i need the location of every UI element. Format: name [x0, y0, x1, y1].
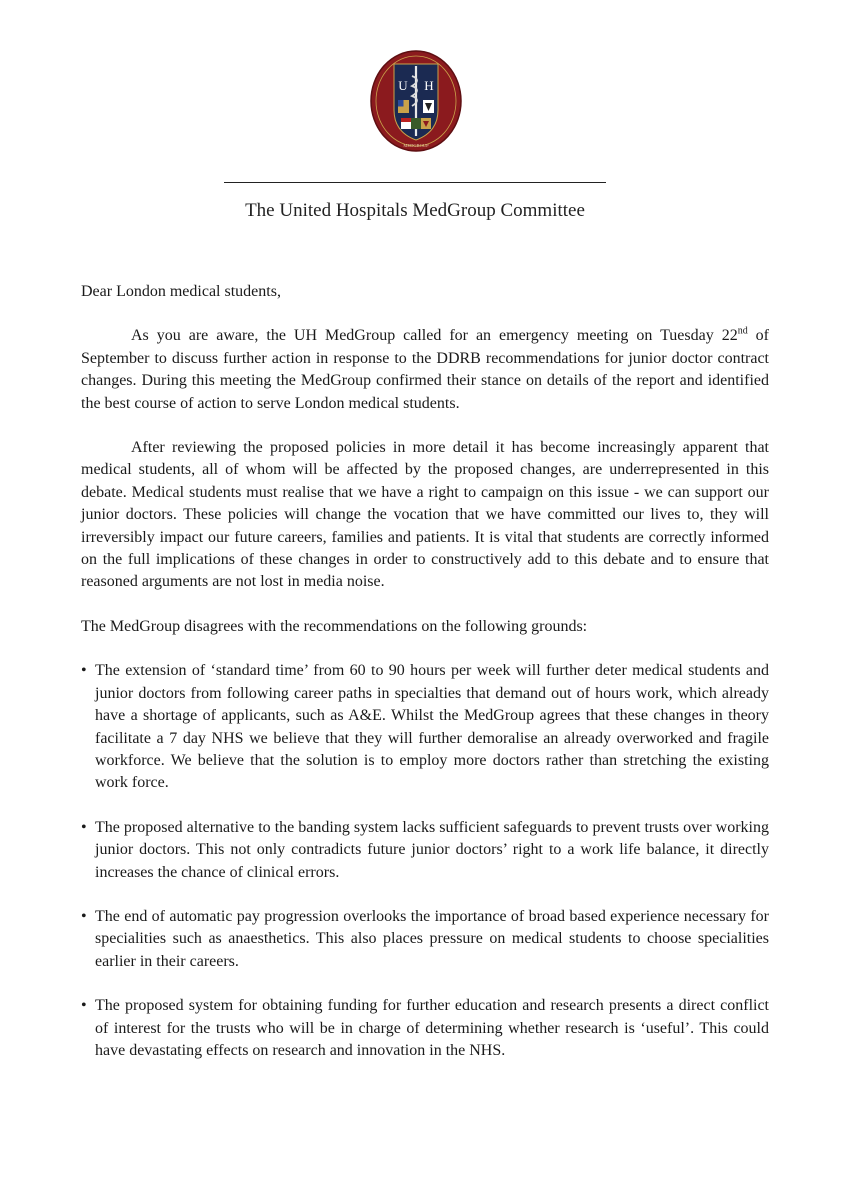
bullet-icon: •	[81, 662, 87, 680]
list-item	[81, 660, 769, 794]
bullet-icon: •	[81, 818, 87, 836]
list-item-text: The proposed system for obtaining funding for further education and research presents a direct conflict of interest for the trusts who will be in charge of determining whether research is ‘useful’. This could have devastating effects on research and innovation in the NHS.	[95, 997, 769, 1059]
list-item-text: The proposed alternative to the banding system lacks sufficient safeguards to prevent trusts over working junior doctors. This not only contradicts future junior doctors’ right to a work life balance, it directly increases the chance of clinical errors.	[95, 818, 769, 881]
header-divider	[224, 182, 606, 183]
grounds-intro: The MedGroup disagrees with the recommendations on the following grounds:	[81, 617, 588, 635]
page-title: The United Hospitals MedGroup Committee	[245, 200, 585, 221]
bullet-icon: •	[81, 907, 87, 925]
paragraph-meeting-text-b: of September to discuss further action in response to the DDRB recommendations for junior doctor contract changes. During this meeting the MedGroup confirmed their stance on details of the report and identified the best course of action to serve London medical students.	[81, 327, 770, 412]
paragraph-meeting-text-a: As you are aware, the UH MedGroup called for an emergency meeting on Tuesday 22	[131, 327, 738, 345]
logo-ring-text: MEDGROUP	[403, 143, 429, 148]
list-item-text: The end of automatic pay progression overlooks the importance of broad based experience necessary for specialities such as anaesthetics. This also places pressure on medical students to choose specialities earlier in their careers.	[95, 907, 769, 970]
logo-letter-h: H	[424, 78, 434, 93]
paragraph-meeting	[81, 325, 769, 415]
ordinal-suffix: nd	[737, 326, 748, 338]
bullet-icon: •	[81, 997, 87, 1015]
greeting: Dear London medical students,	[81, 283, 281, 300]
uh-medgroup-logo	[370, 50, 462, 152]
list-item	[81, 995, 769, 1062]
list-item	[81, 817, 769, 884]
list-item-text: The extension of ‘standard time’ from 60 to 90 hours per week will further deter medical students and junior doctors from following career paths in specialties that demand out of hours work, which already have a shortage of applicants, such as A&E. Whilst the MedGroup agrees that these changes in theory facilitate a 7 day NHS we believe that they will further demoralise an already overworked and fragile workforce. We believe that the solution is to employ more doctors rather than stretching the existing work force.	[95, 662, 769, 792]
logo-letter-u: U	[398, 78, 408, 93]
letter-body	[81, 281, 769, 1084]
grounds-list	[81, 660, 769, 1062]
paragraph-review: After reviewing the proposed policies in more detail it has become increasingly apparent that medical students, all of whom will be affected by the proposed changes, are underrepresented in this debate. Medical students must realise that we have a right to campaign on this issue - we can support our junior doctors. These policies will change the vocation that we have committed our lives to, they will irreversibly impact our future careers, families and patients. It is vital that students are correctly informed on the full implications of these changes in order to constructively add to this debate and to ensure that reasoned arguments are not lost in media noise.	[81, 439, 769, 591]
list-item	[81, 906, 769, 973]
